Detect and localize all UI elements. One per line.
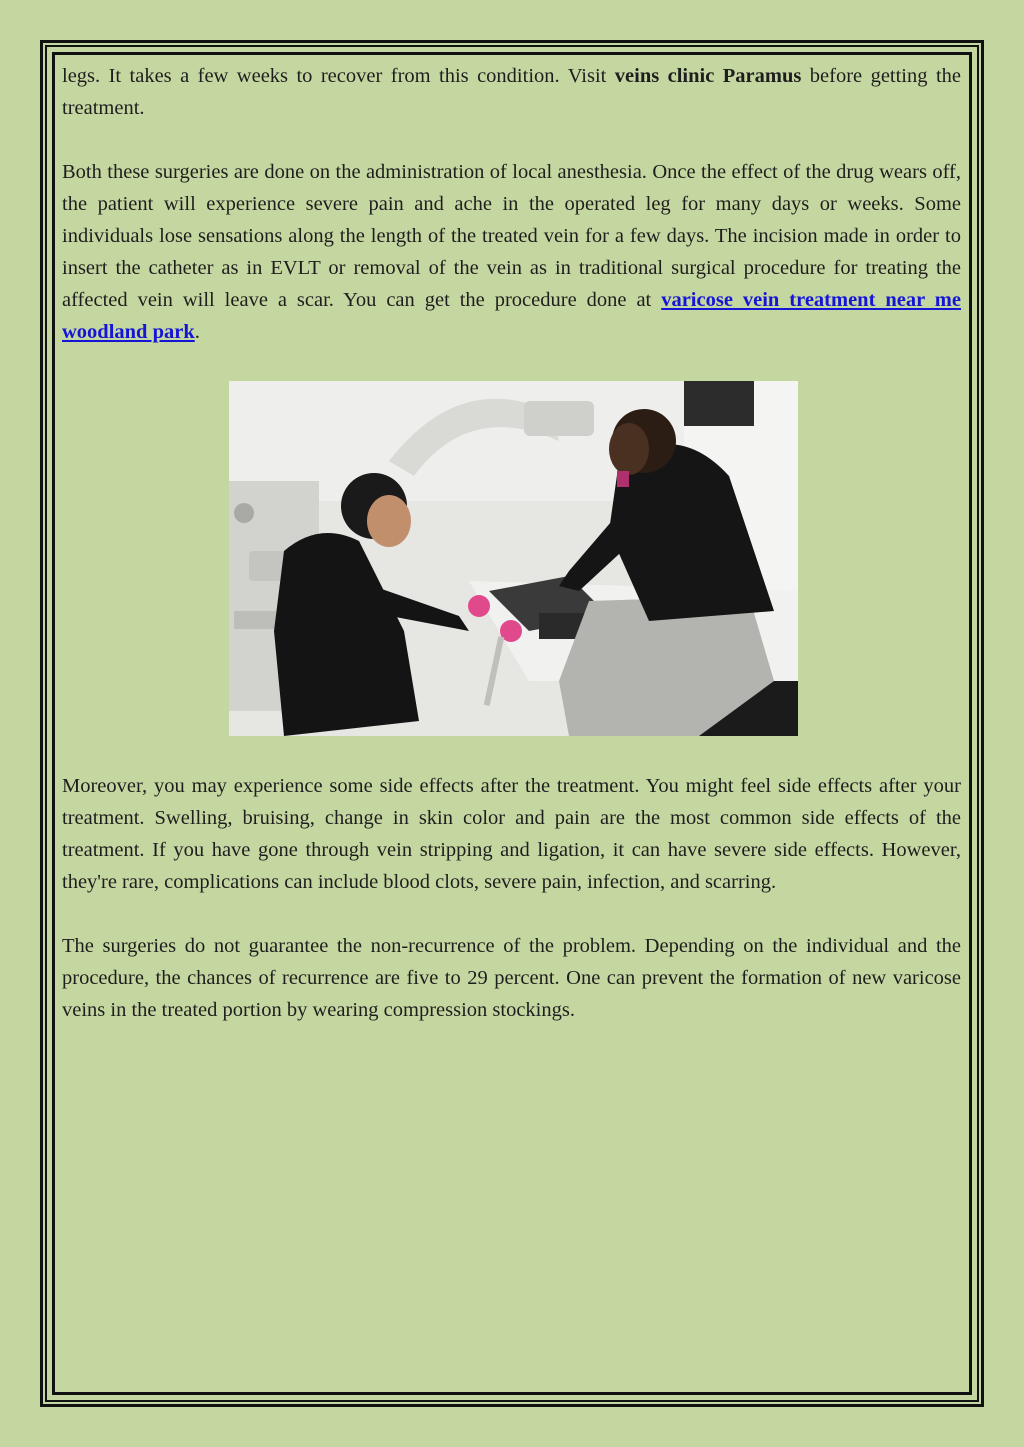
paragraph-side-effects: Moreover, you may experience some side effects after the treatment. You might feel side effects after your treatment. Swelling, bruising, change in skin color and pain are the most common side effects of the treatment. If you have gone through vein stripping and ligation, it can have severe side effects. However, they're rare, complications can include blood clots, severe pain, infection, and scarring.: [62, 775, 961, 893]
clinic-photo: [229, 381, 798, 736]
paragraph-recovery-tail: before getting the treatment.: [62, 65, 961, 119]
paragraph-recovery-text: legs. It takes a few weeks to recover from this condition. Visit: [62, 65, 615, 87]
lower-text-block: [62, 770, 961, 1026]
upper-text-block: [62, 60, 961, 348]
paragraph-anesthesia: [62, 156, 961, 348]
paragraph-recurrence: The surgeries do not guarantee the non-recurrence of the problem. Depending on the individual and the procedure, the chances of recurrence are five to 29 percent. One can prevent the formation of new varicose veins in the treated portion by wearing compression stockings.: [62, 935, 961, 1021]
paragraph-anesthesia-tail: .: [194, 321, 200, 343]
paragraph-anesthesia-text: Both these surgeries are done on the administration of local anesthesia. Once the effect of the drug wears off, the patient will experience severe pain and ache in the operated leg for many days or weeks. Some individuals lose sensations along the length of the treated vein for a few days. The incision made in order to insert the catheter as in EVLT or removal of the vein as in traditional surgical procedure for treating the affected vein will leave a scar. You can get the procedure done at: [62, 161, 961, 311]
treatment-link[interactable]: varicose vein treatment near me woodland park: [62, 289, 961, 343]
clinic-name: veins clinic Paramus: [614, 65, 802, 87]
paragraph-recovery: [62, 60, 961, 124]
